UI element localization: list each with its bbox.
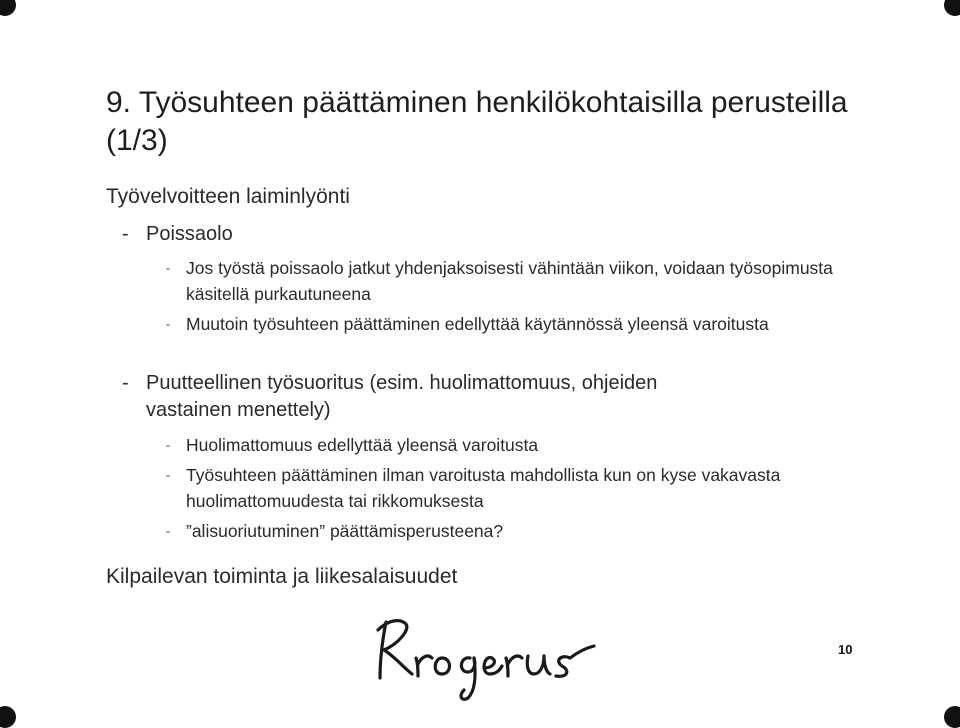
list-item-poissaolo xyxy=(122,221,233,248)
bullet-dash: - xyxy=(166,438,170,452)
bullet-dash: - xyxy=(166,468,170,482)
sub-item-text: ”alisuoriutuminen” päättämisperusteena? xyxy=(186,521,504,541)
section-heading-bottom: Kilpailevan toiminta ja liikesalaisuudet xyxy=(106,565,458,588)
bullet-dash: - xyxy=(122,223,129,245)
sub-item-text: Työsuhteen päättäminen ilman varoitusta mahdollista kun on kyse vakavasta huolimattomuudesta tai rikkomuksesta xyxy=(186,465,781,511)
sub-item-text: Jos työstä poissaolo jatkut yhdenjaksoisesti vähintään viikon, voidaan työsopimusta käsitellä purkautuneena xyxy=(186,258,833,304)
sub-list-item xyxy=(166,311,846,337)
sub-list-item xyxy=(166,462,816,514)
corner-decoration xyxy=(944,706,960,728)
list-item-label: Puutteellinen työsuoritus (esim. huolimattomuus, ohjeiden xyxy=(146,372,658,394)
slide-title: 9. Työsuhteen päättäminen henkilökohtaisilla perusteilla (1/3) xyxy=(106,86,848,157)
sub-list-item xyxy=(166,255,846,307)
sub-list-item xyxy=(166,432,846,458)
sub-list-item xyxy=(166,518,846,544)
bullet-dash: - xyxy=(166,317,170,331)
list-item-label: Poissaolo xyxy=(146,223,233,245)
list-item-puutteellinen xyxy=(122,370,657,424)
corner-decoration xyxy=(0,706,16,728)
bullet-dash: - xyxy=(122,372,129,394)
sub-item-text: Muutoin työsuhteen päättäminen edellyttää käytännössä yleensä varoitusta xyxy=(186,314,769,334)
section-heading: Työvelvoitteen laiminlyönti xyxy=(106,185,350,208)
corner-decoration xyxy=(944,0,960,16)
krogerus-logo xyxy=(372,612,600,704)
page-number: 10 xyxy=(838,642,853,657)
list-item-label-continued: vastainen menettely) xyxy=(146,399,331,421)
sub-item-text: Huolimattomuus edellyttää yleensä varoitusta xyxy=(186,435,539,455)
bullet-dash: - xyxy=(166,524,170,538)
corner-decoration xyxy=(0,0,16,16)
bullet-dash: - xyxy=(166,261,170,275)
